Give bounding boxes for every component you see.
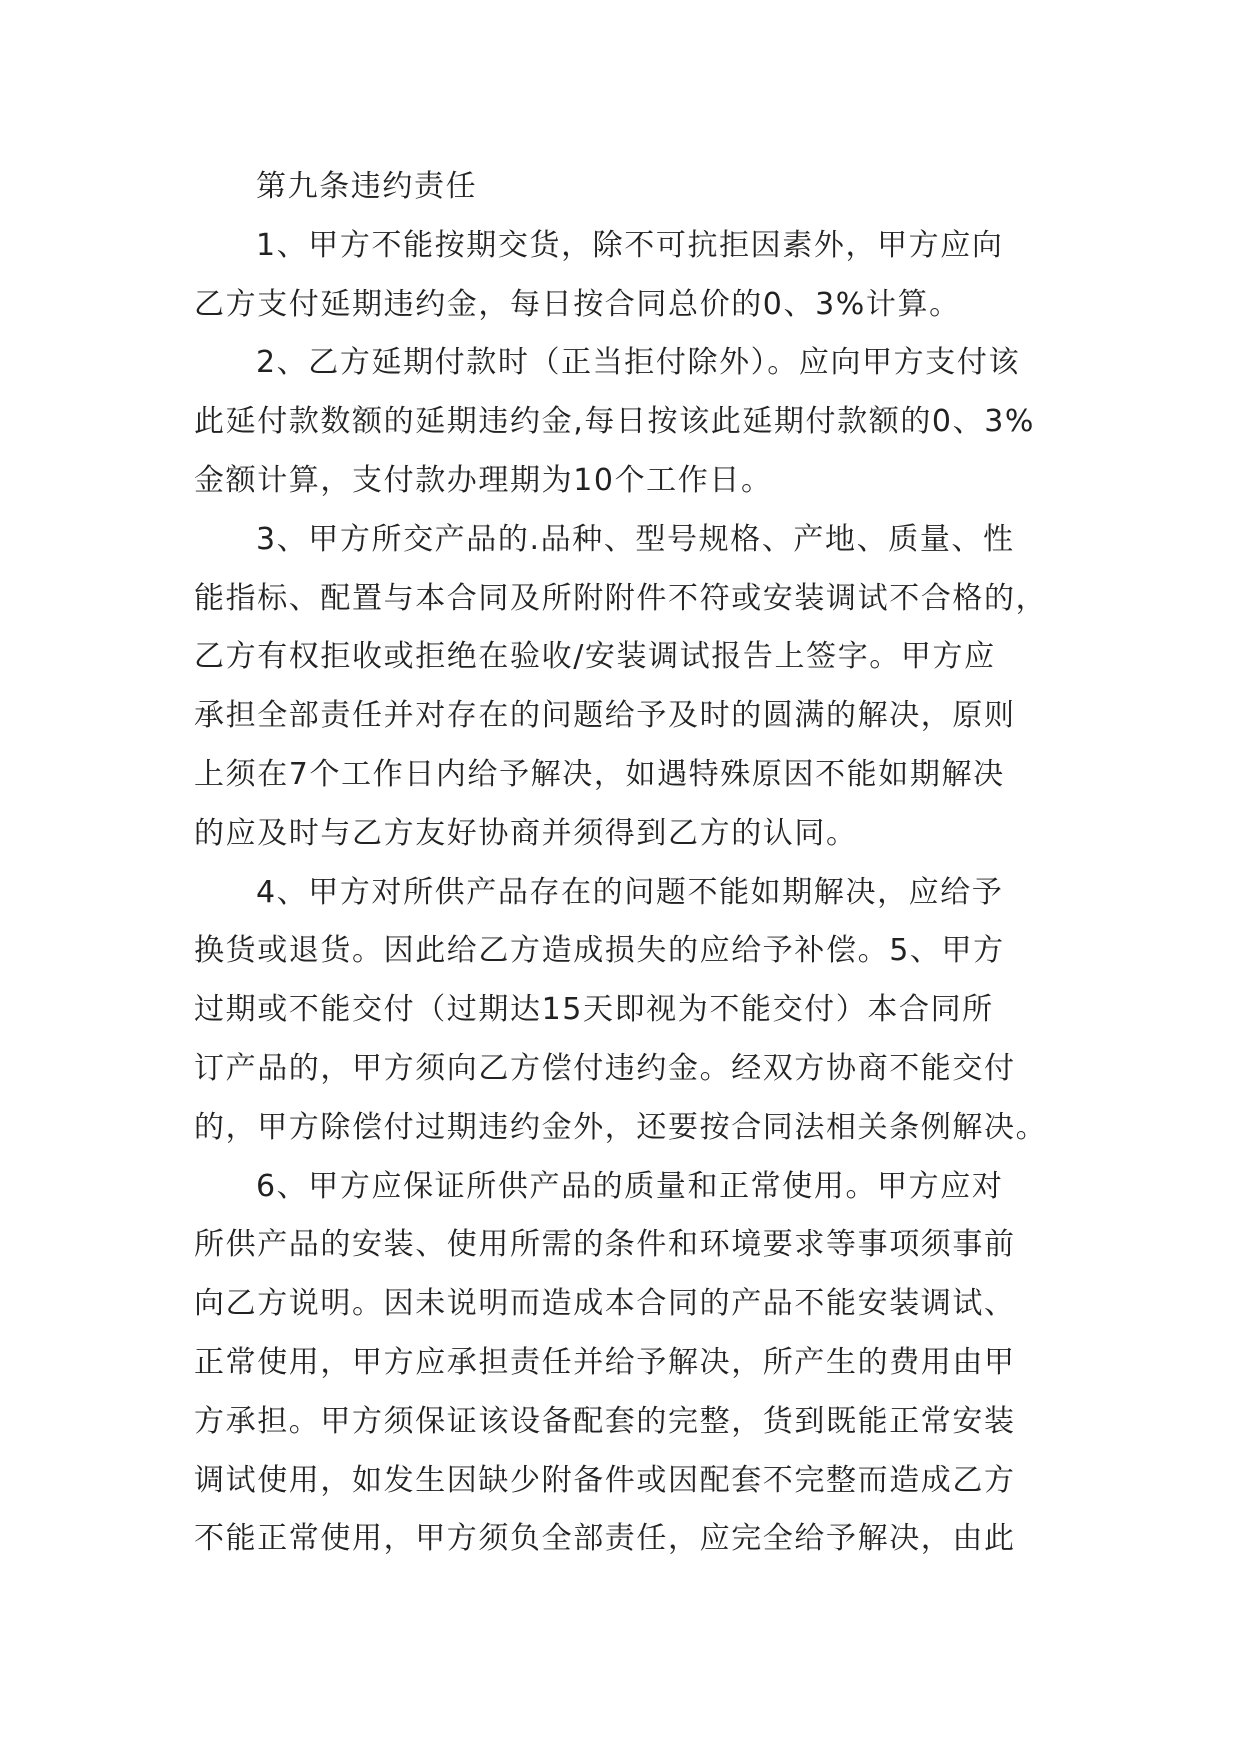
paragraph-line: 4、甲方对所供产品存在的问题不能如期解决，应给予	[256, 874, 1004, 910]
paragraph-line: 换货或退货。因此给乙方造成损失的应给予补偿。5、甲方	[194, 933, 1005, 969]
paragraph-line: 1、甲方不能按期交货，除不可抗拒因素外，甲方应向	[256, 227, 1004, 263]
paragraph-line: 调试使用，如发生因缺少附备件或因配套不完整而造成乙方	[194, 1462, 1016, 1498]
paragraph-line: 的，甲方除偿付过期违约金外，还要按合同法相关条例解决。	[194, 1109, 1048, 1145]
paragraph-line: 正常使用，甲方应承担责任并给予解决，所产生的费用由甲	[194, 1344, 1016, 1380]
paragraph-line: 6、甲方应保证所供产品的质量和正常使用。甲方应对	[256, 1168, 1004, 1204]
paragraph-line: 不能正常使用，甲方须负全部责任，应完全给予解决，由此	[194, 1521, 1016, 1557]
paragraph-line: 能指标、配置与本合同及所附附件不符或安装调试不合格的，	[194, 580, 1048, 616]
paragraph-line: 订产品的，甲方须向乙方偿付违约金。经双方协商不能交付	[194, 1050, 1016, 1086]
paragraph-line: 此延付款数额的延期违约金,每日按该此延期付款额的0、3%	[194, 404, 1036, 440]
paragraph-line: 2、乙方延期付款时（正当拒付除外）。应向甲方支付该	[256, 345, 1021, 381]
paragraph-line: 乙方支付延期违约金，每日按合同总价的0、3%计算。	[194, 286, 961, 322]
section-heading: 第九条违约责任	[256, 169, 478, 204]
paragraph-line: 向乙方说明。因未说明而造成本合同的产品不能安装调试、	[194, 1286, 1016, 1322]
paragraph-line: 乙方有权拒收或拒绝在验收/安装调试报告上签字。甲方应	[194, 639, 996, 675]
paragraph-line: 过期或不能交付（过期达15天即视为不能交付）本合同所	[194, 992, 994, 1028]
paragraph-line: 金额计算，支付款办理期为10个工作日。	[194, 462, 773, 498]
contract-text	[194, 158, 1054, 1569]
paragraph-line: 承担全部责任并对存在的问题给予及时的圆满的解决，原则	[194, 698, 1016, 734]
paragraph-line: 的应及时与乙方友好协商并须得到乙方的认同。	[194, 815, 858, 851]
paragraph-line: 上须在7个工作日内给予解决，如遇特殊原因不能如期解决	[194, 756, 1005, 792]
paragraph-line: 3、甲方所交产品的.品种、型号规格、产地、质量、性	[256, 521, 1015, 557]
paragraph-line: 方承担。甲方须保证该设备配套的完整，货到既能正常安装	[194, 1403, 1016, 1439]
paragraph-line: 所供产品的安装、使用所需的条件和环境要求等事项须事前	[194, 1227, 1016, 1263]
